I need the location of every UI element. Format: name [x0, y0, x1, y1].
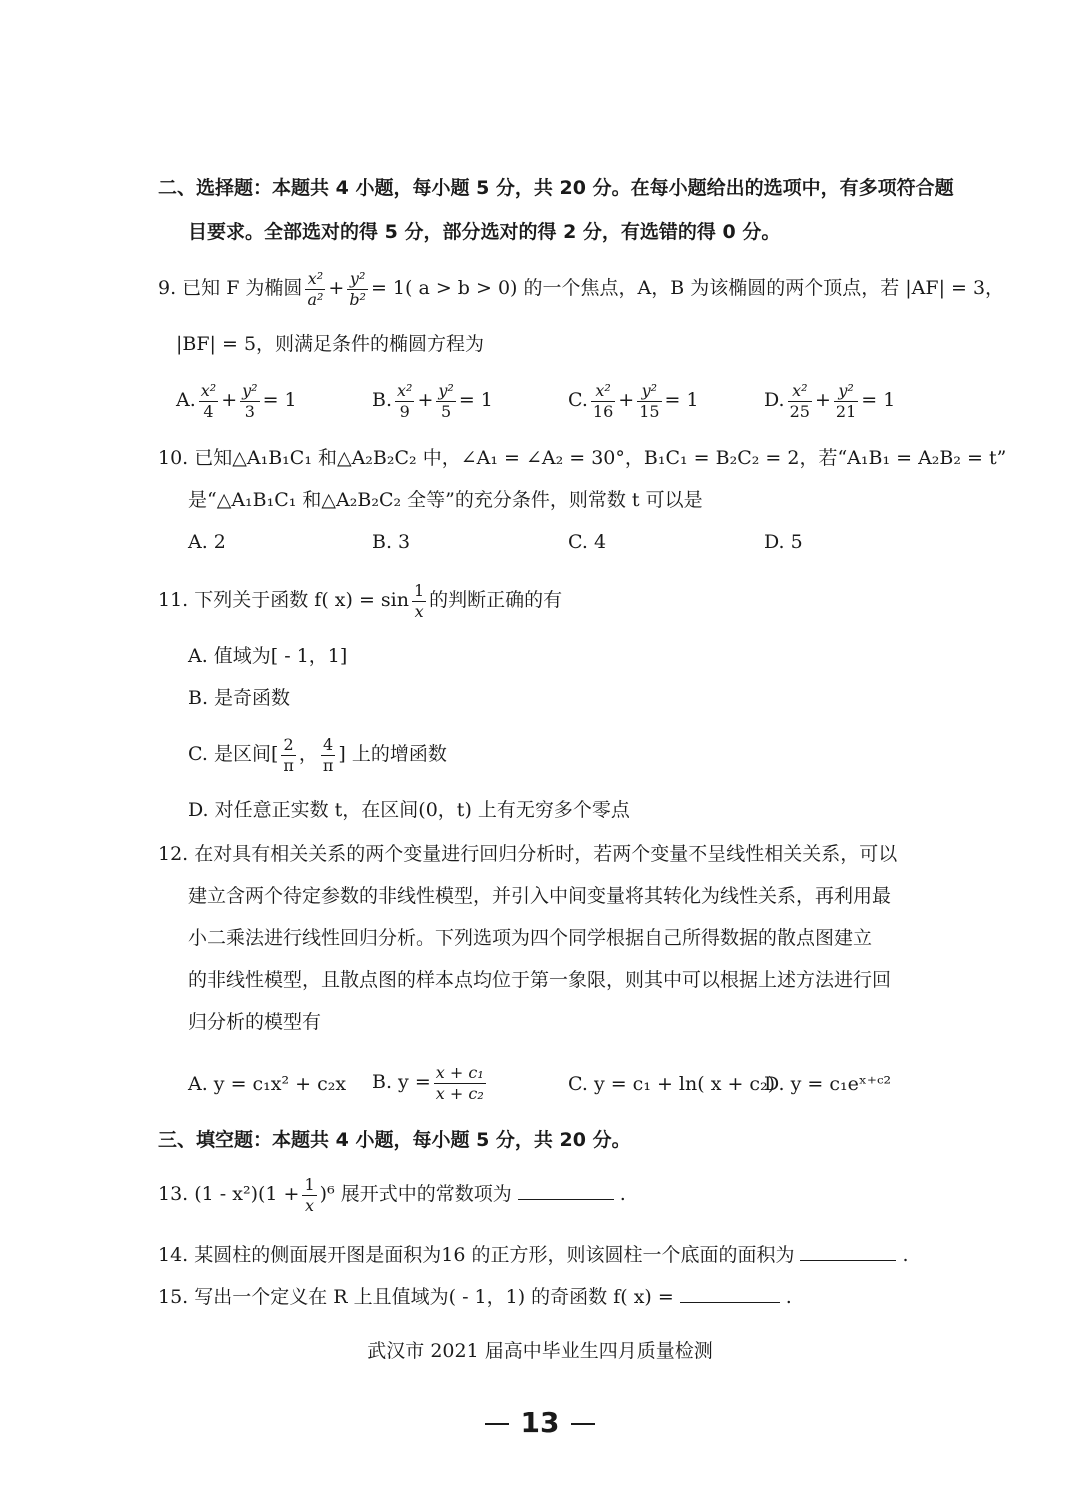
question-15: 15. 写出一个定义在 R 上且值域为( - 1，1) 的奇函数 f( x) = . — [158, 1286, 792, 1308]
section3-heading: 三、填空题：本题共 4 小题，每小题 5 分，共 20 分。 — [158, 1129, 631, 1151]
q10-option-b: B. 3 — [372, 531, 411, 553]
q9-option-b: B. $\frac{\text{x²}}{9}$ + $\frac{\text{y²}}{5}$ = 1 — [372, 380, 493, 421]
q12-option-d: D. y = c₁eˣ⁺ᶜ² — [764, 1073, 892, 1095]
question-12-line2: 建立含两个待定参数的非线性模型，并引入中间变量将其转化为线性关系，再利用最 — [188, 885, 892, 907]
dash-right — [571, 1423, 595, 1425]
q9-option-a: A. $\frac{\text{x²}}{4}$ + $\frac{\text{y²}}{3}$ = 1 — [176, 380, 297, 421]
q11-option-b: B. 是奇函数 — [188, 687, 291, 709]
q13-fraction: $\frac{1}{x}$ — [304, 1174, 315, 1215]
q12-option-b: B. y = $\frac{\text{x + c₁}}{\text{x + c₂}}$ — [372, 1062, 484, 1103]
q9-fraction-x: $\frac{\text{x²}}{\text{a²}}$ — [307, 268, 324, 309]
question-9-line2: |BF| = 5，则满足条件的椭圆方程为 — [176, 333, 485, 355]
section2-heading-line1: 二、选择题：本题共 4 小题，每小题 5 分，共 20 分。在每小题给出的选项中，有多项符合题 — [158, 177, 954, 199]
question-11-stem: 11. 下列关于函数 f( x) = sin $\frac{1}{x}$ 的判断正确的有 — [158, 580, 563, 621]
q9-option-d: D. $\frac{\text{x²}}{25}$ + $\frac{\text{y²}}{21}$ = 1 — [764, 380, 896, 421]
question-12-line4: 的非线性模型，且散点图的样本点均位于第一象限，则其中可以根据上述方法进行回 — [188, 969, 892, 991]
q10-option-c: C. 4 — [568, 531, 607, 553]
question-14: 14. 某圆柱的侧面展开图是面积为16 的正方形，则该圆柱一个底面的面积为 . — [158, 1244, 909, 1266]
q13-answer-blank[interactable] — [518, 1181, 614, 1200]
question-12-line1: 12. 在对具有相关关系的两个变量进行回归分析时，若两个变量不呈线性相关关系，可以 — [158, 843, 898, 865]
q10-option-d: D. 5 — [764, 531, 803, 553]
q9-option-c: C. $\frac{\text{x²}}{16}$ + $\frac{\text{y²}}{15}$ = 1 — [568, 380, 699, 421]
question-12-line5: 归分析的模型有 — [188, 1011, 322, 1033]
question-10-line2: 是“△A₁B₁C₁ 和△A₂B₂C₂ 全等”的充分条件，则常数 t 可以是 — [188, 489, 703, 511]
q11-option-a: A. 值域为[ - 1，1] — [188, 645, 348, 667]
q14-answer-blank[interactable] — [800, 1242, 896, 1261]
page-number: 13 — [0, 1406, 1080, 1439]
q9-fraction-y: $\frac{\text{y²}}{\text{b²}}$ — [349, 268, 366, 309]
q12-option-c: C. y = c₁ + ln( x + c₂) — [568, 1073, 776, 1095]
dash-left — [485, 1423, 509, 1425]
question-10-stem: 10. 已知△A₁B₁C₁ 和△A₂B₂C₂ 中，∠A₁ = ∠A₂ = 30°，B₁C₁ = B₂C₂ = 2，若“A₁B₁ = A₂B₂ = t” — [158, 447, 1007, 469]
question-12-line3: 小二乘法进行线性回归分析。下列选项为四个同学根据自己所得数据的散点图建立 — [188, 927, 873, 949]
q12-option-a: A. y = c₁x² + c₂x — [188, 1073, 347, 1095]
q15-answer-blank[interactable] — [680, 1284, 780, 1303]
q11-option-d: D. 对任意正实数 t，在区间(0，t) 上有无穷多个零点 — [188, 799, 630, 821]
section2-heading-line2: 目要求。全部选对的得 5 分，部分选对的得 2 分，有选错的得 0 分。 — [188, 221, 781, 243]
question-9-stem: 9. 已知 F 为椭圆 $\frac{\text{x²}}{\text{a²}}$ + $\frac{\text{y²}}{\text{b²}}$ = 1( a > b > 0) 的一个焦点，A，B 为该椭圆的两个顶点，若 |AF| = 3， — [158, 268, 1005, 309]
exam-footer-title: 武汉市 2021 届高中毕业生四月质量检测 — [367, 1340, 713, 1362]
q10-option-a: A. 2 — [188, 531, 226, 553]
question-13: 13. (1 - x²)(1 + $\frac{1}{x}$ )⁶ 展开式中的常数项为 . — [158, 1174, 626, 1215]
q11-option-c: C. 是区间[ $\frac{2}{\pi}$ ， $\frac{4}{\pi}$ ] 上的增函数 — [188, 734, 447, 775]
q11-fraction: $\frac{1}{x}$ — [413, 580, 425, 621]
